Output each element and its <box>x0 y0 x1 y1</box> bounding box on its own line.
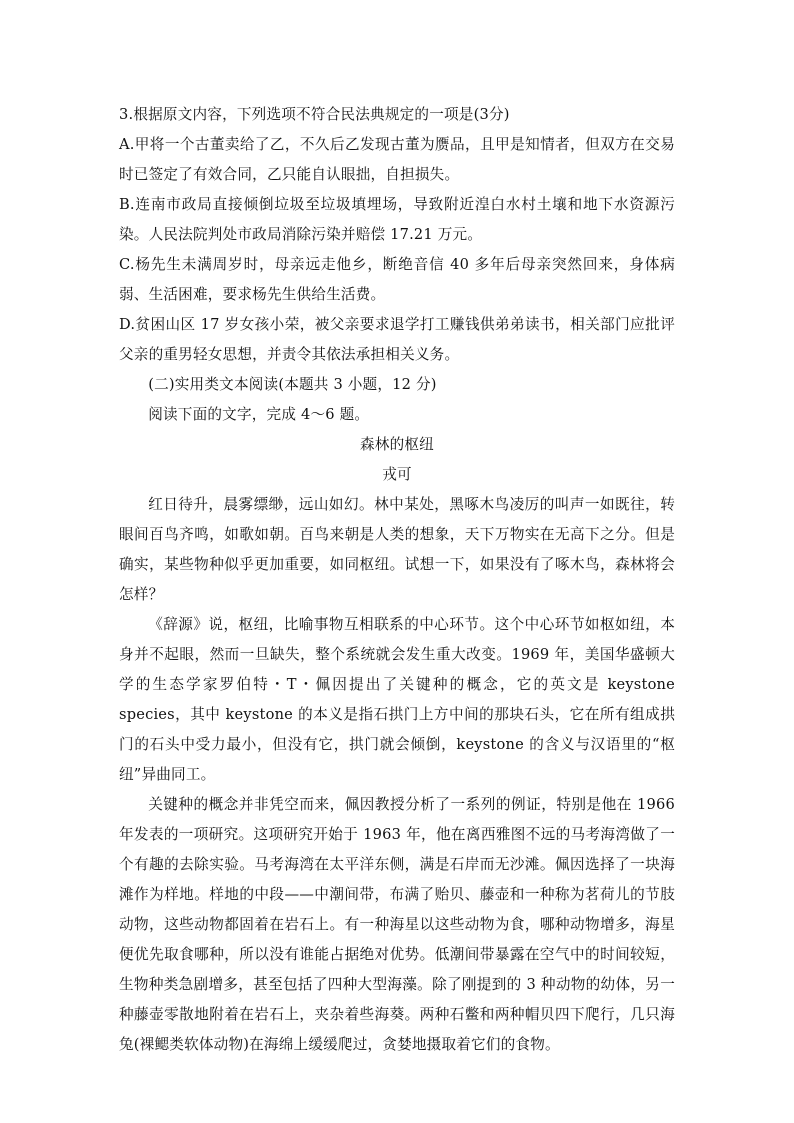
article-paragraph: 关键种的概念并非凭空而来，佩因教授分析了一系列的例证，特别是他在 1966 年发表的一项研究。这项研究开始于 1963 年，他在离西雅图不远的马考海湾做了一个有趣的去除实验。马考海湾在太平洋东侧，满是石岸而无沙滩。佩因选择了一块海滩作为样地。样地的中段——中潮间带，布满了贻贝、藤壶和一种称为茗荷儿的节肢动物，这些动物都固着在岩石上。有一种海星以这些动物为食，哪种动物增多，海星便优先取食哪种，所以没有谁能占据绝对优势。低潮间带暴露在空气中的时间较短，生物种类急剧增多，甚至包括了四种大型海藻。除了刚提到的 3 种动物的幼体，另一种藤壶零散地附着在岩石上，夹杂着些海葵。两种石鳖和两种帽贝四下爬行，几只海兔(裸鳃类软体动物)在海绵上缓缓爬过，贪婪地摄取着它们的食物。 <box>119 796 675 1053</box>
question-3-option-a: A.甲将一个古董卖给了乙，不久后乙发现古董为赝品，且甲是知情者，但双方在交易时已签定了有效合同，乙只能自认眼拙，自担损失。 <box>119 136 675 183</box>
question-3-option-d: D.贫困山区 17 岁女孩小荣，被父亲要求退学打工赚钱供弟弟读书，相关部门应批评父亲的重男轻女思想，并责令其依法承担相关义务。 <box>119 316 675 363</box>
section-instruction: 阅读下面的文字，完成 4～6 题。 <box>148 406 370 423</box>
article-paragraph: 《辞源》说，枢纽，比喻事物互相联系的中心环节。这个中心环节如枢如纽，本身并不起眼，然而一旦缺失，整个系统就会发生重大改变。1969 年，美国华盛顿大学的生态学家罗伯特・T・佩因提出了关键种的概念，它的英文是 keystone species，其中 keystone 的本义是指石拱门上方中间的那块石头，它在所有组成拱门的石头中受力最小，但没有它，拱门就会倾倒，keystone 的含义与汉语里的“枢纽”异曲同工。 <box>119 616 675 783</box>
article-author: 戎可 <box>382 466 412 483</box>
article-title: 森林的枢纽 <box>360 436 434 453</box>
document-page <box>119 100 675 1060</box>
question-3-option-c: C.杨先生未满周岁时，母亲远走他乡，断绝音信 40 多年后母亲突然回来，身体病弱、生活困难，要求杨先生供给生活费。 <box>119 256 675 303</box>
article-paragraph: 红日待升，晨雾缥缈，远山如幻。林中某处，黑啄木鸟凌厉的叫声一如既往，转眼间百鸟齐鸣，如歌如朝。百鸟来朝是人类的想象，天下万物实在无高下之分。但是确实，某些物种似乎更加重要，如同枢纽。试想一下，如果没有了啄木鸟，森林将会怎样？ <box>119 496 675 603</box>
section-heading: (二)实用类文本阅读(本题共 3 小题，12 分) <box>148 376 437 393</box>
question-3-option-b: B.连南市政局直接倾倒垃圾至垃圾填埋场，导致附近湟白水村土壤和地下水资源污染。人民法院判处市政局消除污染并赔偿 17.21 万元。 <box>119 196 675 243</box>
question-3-stem: 3.根据原文内容，下列选项不符合民法典规定的一项是(3分) <box>119 106 510 123</box>
